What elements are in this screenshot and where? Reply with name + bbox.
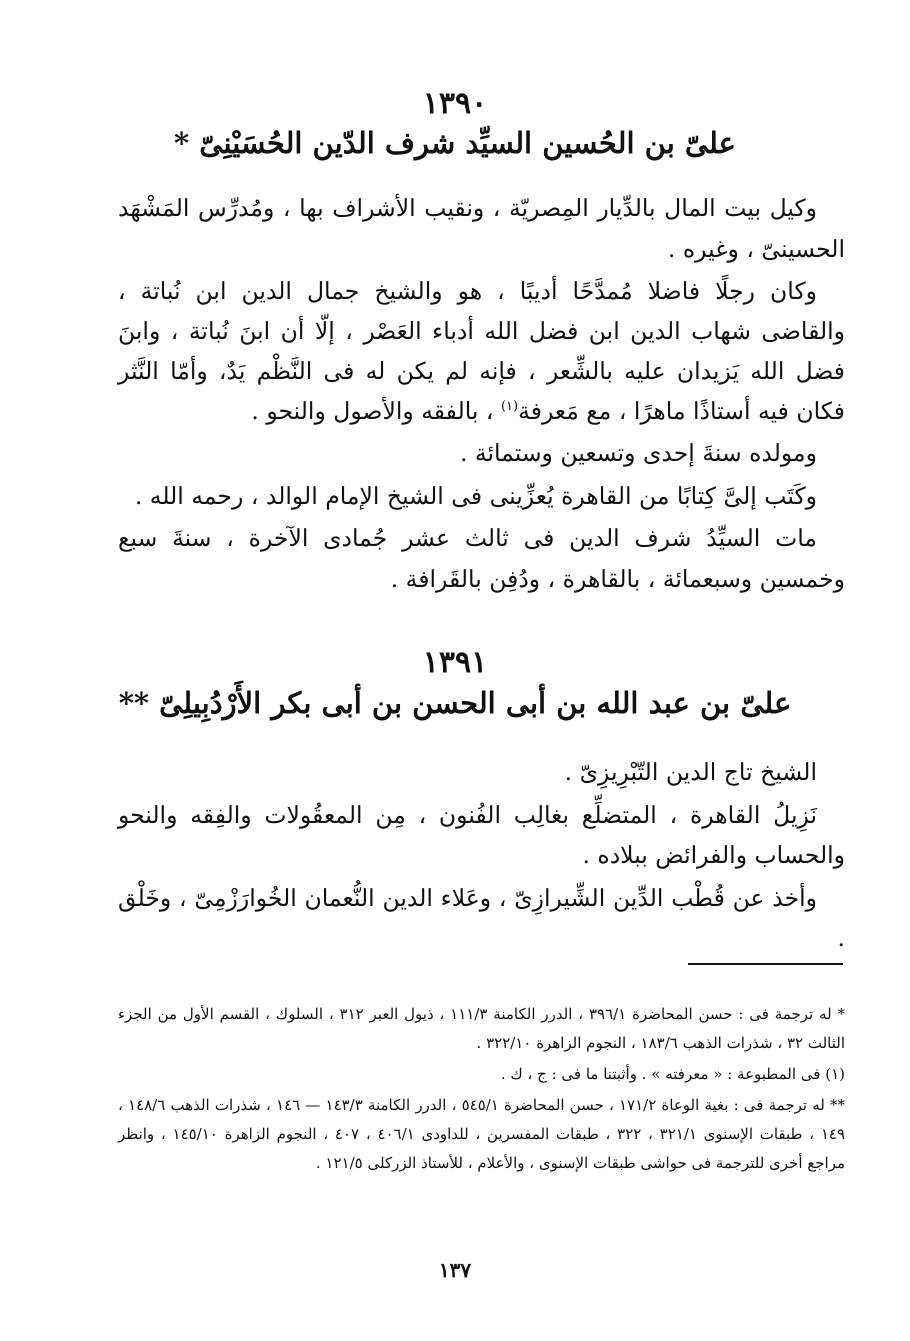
entry-body — [118, 752, 845, 959]
paragraph-text: ، بالفقه والأصول والنحو . — [251, 397, 494, 425]
page-number: ١٣٧ — [438, 1258, 472, 1282]
paragraph: مات السيِّدُ شرف الدين فى ثالث عشر جُمادى الآخرة ، سنةَ سبع وخمسين وسبعمائة ، بالقاهرة ، ودُفِن بالقَرافة . — [118, 524, 845, 593]
footnote-marker: (١) — [500, 399, 519, 415]
paragraph-text: وكان رجلًا فاضلا مُمدَّحًا أديبًا ، هو والشيخ جمال الدين ابن نُباتة ، والقاضى شهاب الدين ابن فضل الله أدباء العَصْر ، إلّا أن ابنَ نُباتة ، وابنَ فضل الله يَزيدان عليه بالشِّعر ، فإنه لم يكن له فى النَّظْم يَدٌ، وأمّا النَّثر فكان فيه أستاذًا ماهرًا ، مع مَعرفة — [118, 277, 845, 425]
paragraph: وأخذ عن قُطْب الدِّين الشِّيرازِىّ ، وعَلاء الدين النُّعمان الخُوارَزْمِىّ ، وخَلْق . — [118, 883, 845, 952]
paragraph — [118, 271, 845, 431]
entry-title: علىّ بن عبد الله بن أبى الحسن بن أبى بكر الأَرْدُبِيلِىّ ** — [118, 686, 792, 720]
entry-body — [118, 188, 845, 599]
paragraph: الشيخ تاج الدين التّبْرِيزِىّ . — [564, 758, 817, 786]
footnotes — [118, 1000, 845, 1178]
paragraph: وكيل بيت المال بالدِّيار المِصريّة ، ونقيب الأشراف بها ، ومُدرِّس المَشْهَد الحسينىّ ، وغيره . — [118, 194, 845, 263]
entry-title: علىّ بن الحُسين السيِّد شرف الدّين الحُسَيْنِىّ * — [174, 126, 736, 160]
entry-number: ١٣٩١ — [422, 645, 488, 680]
footnote-separator — [688, 963, 843, 965]
paragraph: ومولده سنةَ إحدى وتسعين وستمائة . — [459, 439, 817, 467]
footnote: ** له ترجمة فى : بغية الوعاة ١٧١/٢ ، حسن المحاضرة ٥٤٥/١ ، الدرر الكامنة ١٤٣/٣ — ١٤٦ ، شذرات الذهب ١٤٨/٦ ، ١٤٩ ، طبقات الإسنوى ٣٢١/١ ، ٣٢٢ ، طبقات المفسرين ، للداودى ٤٠٦/١ ، ٤٠٧ ، النجوم الزاهرة ١٤٥/١٠ ، وانظر مراجع أخرى للترجمة فى حواشى طبقات الإسنوى ، والأعلام ، للأستاذ الزركلى ١٢١/٥ . — [118, 1096, 846, 1172]
entry-number: ١٣٩٠ — [422, 86, 488, 121]
footnote: * له ترجمة فى : حسن المحاضرة ٣٩٦/١ ، الدرر الكامنة ١١١/٣ ، ذيول العبر ٣١٢ ، السلوك ، القسم الأول من الجزء الثالث ٣٢ ، شذرات الذهب ١٨٣/٦ ، النجوم الزاهرة ٣٢٢/١٠ . — [118, 1005, 845, 1052]
paragraph: وكَتَب إلىَّ كِتابًا من القاهرة يُعزِّينى فى الشيخ الإمام الوالد ، رحمه الله . — [134, 481, 817, 510]
footnote: (١) فى المطبوعة : « معرفته » . وأثبتنا ما فى : ج ، ك . — [500, 1065, 845, 1083]
paragraph: نَزِيلُ القاهرة ، المتضلِّع بغالِب الفُنون ، مِن المعقُولات والفِقه والنحو والحساب والفرائض ببلاده . — [118, 800, 845, 869]
